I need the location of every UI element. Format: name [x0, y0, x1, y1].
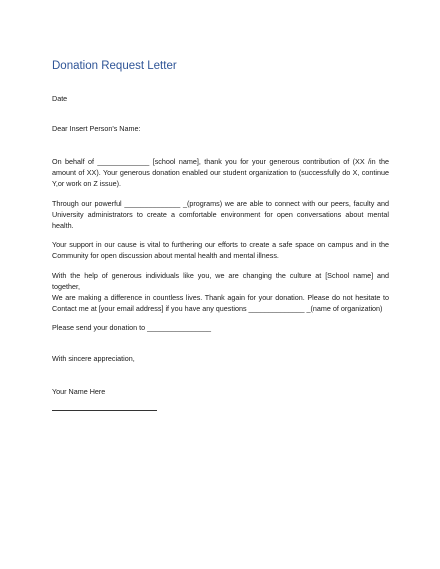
paragraph-line: With the help of generous individuals like you, we are changing the culture at [School name] and	[52, 271, 389, 280]
closing: With sincere appreciation,	[52, 354, 135, 363]
paragraph-line: Community for open discussion about mental health and mental illness.	[52, 251, 279, 260]
paragraph-line: Y,or work on Z issue).	[52, 179, 121, 188]
paragraph-programs	[52, 198, 389, 231]
paragraph-support	[52, 239, 389, 261]
date-label: Date	[52, 94, 68, 103]
send-donation-line: Please send your donation to ________________	[52, 323, 212, 332]
paragraph-line: Contact me at [your email address] if you have any questions ______________ _(name of organization)	[52, 304, 383, 313]
letter-title: Donation Request Letter	[52, 60, 177, 72]
paragraph-line: amount of XX). Your generous donation enabled our student organization to (successfully do X, continue	[52, 168, 389, 177]
signature-name: Your Name Here	[52, 387, 106, 396]
salutation: Dear Insert Person's Name:	[52, 124, 141, 133]
paragraph-line: On behalf of _____________ [school name], thank you for your generous contribution of (XX /in the	[52, 157, 389, 166]
paragraph-line: University administrators to create a comfortable environment for open conversations about mental	[52, 210, 389, 219]
paragraph-line: Through our powerful ______________ _(programs) we are able to connect with our peers, faculty and	[52, 199, 389, 208]
paragraph-line: health.	[52, 221, 74, 230]
paragraph-line: Your support in our cause is vital to furthering our efforts to create a safe space on campus and in the	[52, 240, 389, 249]
paragraph-thanks	[52, 156, 389, 189]
signature-line	[52, 410, 157, 411]
paragraph-line: We are making a difference in countless lives. Thank again for your donation. Please do not hesitate to	[52, 293, 389, 302]
paragraph-culture	[52, 270, 389, 314]
paragraph-line: together,	[52, 282, 80, 291]
